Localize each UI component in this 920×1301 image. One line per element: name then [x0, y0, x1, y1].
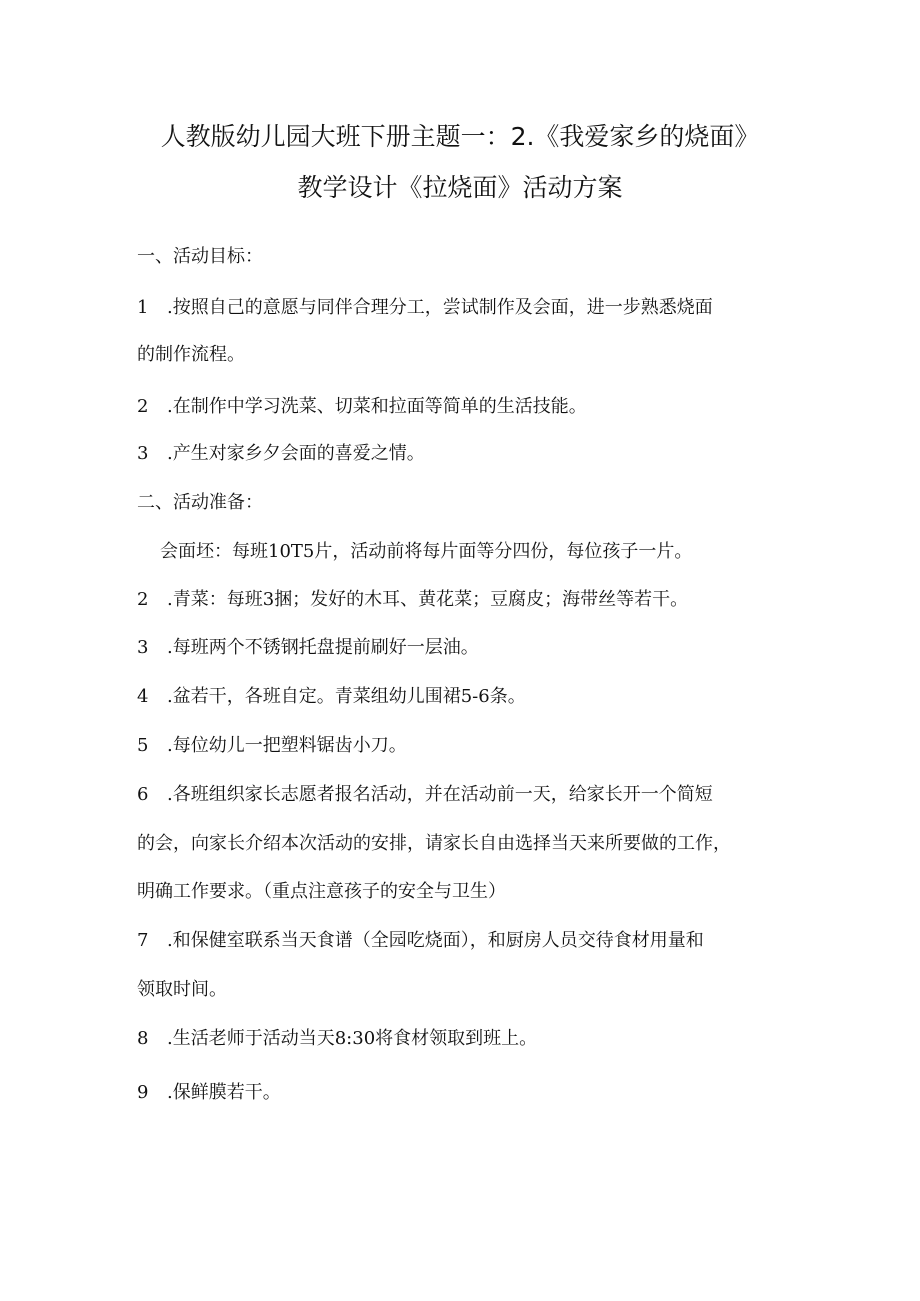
prep-item-5-text: .每位幼儿一把塑料锯齿小刀。 — [167, 735, 407, 756]
prep-item-3-number: 3 — [137, 637, 149, 658]
prep-item-7-number: 7 — [137, 930, 149, 951]
goal-item-1-number: 1 — [137, 297, 149, 318]
prep-item-6-number: 6 — [137, 784, 149, 805]
prep-item-8-text: .生活老师于活动当天8:30将食材领取到班上。 — [167, 1028, 538, 1049]
prep-item-2 — [137, 588, 688, 612]
prep-item-6-text: .各班组织家长志愿者报名活动，并在活动前一天，给家长开一个简短 — [167, 784, 713, 805]
document-title-line-2: 教学设计《拉烧面》活动方案 — [297, 173, 623, 202]
prep-item-9 — [137, 1081, 281, 1105]
document-title-line-1: 人教版幼儿园大班下册主题一：2.《我爱家乡的烧面》 — [160, 122, 760, 151]
prep-item-3 — [137, 636, 479, 660]
prep-item-6 — [137, 783, 713, 807]
prep-item-4 — [137, 685, 526, 709]
prep-item-8-number: 8 — [137, 1028, 149, 1049]
goal-item-1-text: .按照自己的意愿与同伴合理分工，尝试制作及会面，进一步熟悉烧面 — [167, 297, 713, 318]
prep-item-2-text: .青菜：每班3捆；发好的木耳、黄花菜；豆腐皮；海带丝等若干。 — [167, 589, 689, 610]
prep-lead-item: 会面坯：每班10T5片，活动前将每片面等分四份，每位孩子一片。 — [160, 541, 693, 562]
prep-item-8 — [137, 1027, 537, 1051]
goal-item-2-number: 2 — [137, 396, 149, 417]
goal-item-1 — [137, 296, 713, 320]
prep-item-7-text: .和保健室联系当天食谱（全园吃烧面），和厨房人员交待食材用量和 — [167, 930, 704, 951]
prep-item-9-text: .保鲜膜若干。 — [167, 1082, 281, 1103]
goal-item-3-number: 3 — [137, 443, 149, 464]
prep-item-9-number: 9 — [137, 1082, 149, 1103]
prep-item-4-text: .盆若干，各班自定。青菜组幼儿围裙5-6条。 — [167, 686, 526, 707]
prep-item-5 — [137, 734, 407, 758]
goal-item-1-continuation: 的制作流程。 — [137, 344, 245, 365]
prep-item-5-number: 5 — [137, 735, 149, 756]
prep-item-7-continuation: 领取时间。 — [137, 979, 227, 1000]
prep-item-3-text: .每班两个不锈钢托盘提前刷好一层油。 — [167, 637, 479, 658]
goal-item-2-text: .在制作中学习洗菜、切菜和拉面等简单的生活技能。 — [167, 396, 587, 417]
prep-item-2-number: 2 — [137, 589, 149, 610]
goal-item-2 — [137, 395, 587, 419]
prep-item-6-continuation-2: 明确工作要求。（重点注意孩子的安全与卫生） — [137, 881, 506, 902]
section-heading-goals: 一、活动目标： — [137, 246, 263, 267]
prep-item-4-number: 4 — [137, 686, 149, 707]
goal-item-3-text: .产生对家乡夕会面的喜爱之情。 — [167, 443, 425, 464]
prep-item-7 — [137, 929, 704, 953]
section-heading-preparation: 二、活动准备： — [137, 492, 263, 513]
prep-item-6-continuation-1: 的会，向家长介绍本次活动的安排，请家长自由选择当天来所要做的工作， — [137, 833, 731, 854]
goal-item-3 — [137, 442, 425, 466]
